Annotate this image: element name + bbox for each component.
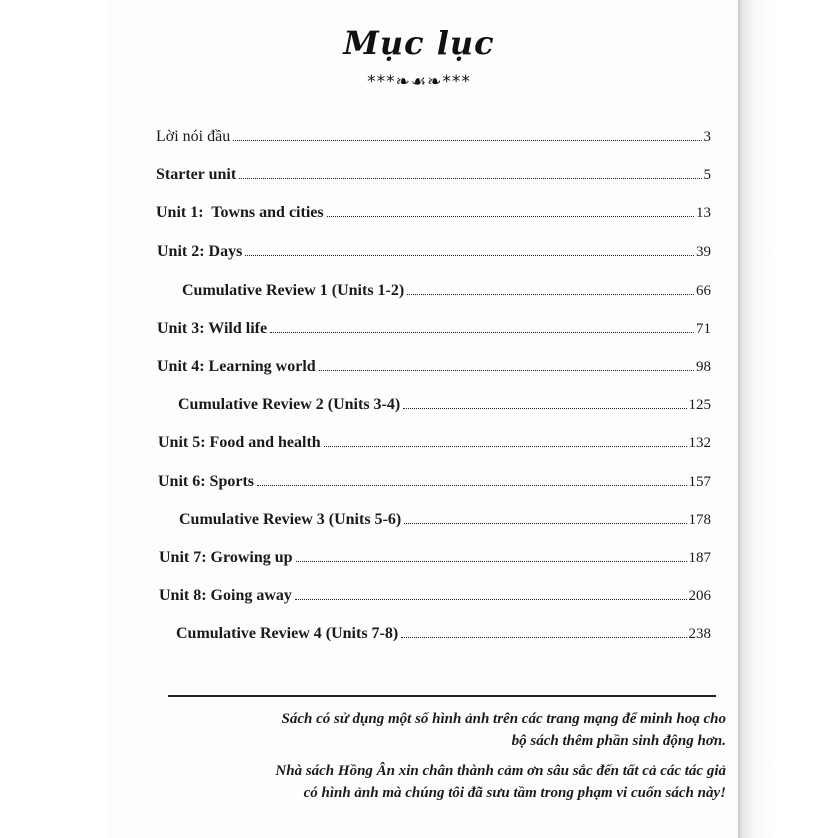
dot-leader (401, 637, 686, 638)
toc-entry-page: 187 (688, 550, 711, 566)
toc-entry[interactable] (157, 316, 711, 338)
toc-entry-page: 125 (688, 397, 711, 413)
toc-entry-label: Unit 3: Wild life (157, 320, 268, 337)
page-title: Mục lục (343, 24, 495, 62)
toc-entry-page: 178 (688, 512, 711, 528)
dot-leader (296, 561, 687, 562)
toc-entry[interactable] (156, 200, 711, 222)
ornament-flourish-icon: ❧☙❧ (395, 72, 443, 92)
toc-entry-page: 157 (688, 474, 711, 490)
toc-entry-page: 238 (688, 626, 711, 642)
toc-entry-label: Unit 1: Towns and cities (156, 204, 324, 221)
toc-entry[interactable] (158, 469, 711, 491)
toc-entry-label: Cumulative Review 2 (Units 3-4) (178, 396, 401, 413)
dot-leader (404, 523, 686, 524)
toc-entry-page: 5 (703, 167, 711, 183)
toc-entry-label: Starter unit (156, 166, 237, 183)
dot-leader (233, 140, 701, 141)
dot-leader (407, 294, 694, 295)
toc-entry[interactable] (156, 162, 711, 184)
toc-entry-label: Unit 5: Food and health (158, 434, 321, 451)
dot-leader (295, 599, 687, 600)
toc-entry-page: 98 (696, 359, 711, 375)
toc-entry-label: Cumulative Review 1 (Units 1-2) (182, 282, 405, 299)
acknowledgement-line: bộ sách thêm phần sinh động hơn. (511, 733, 726, 749)
toc-entry-label: Unit 6: Sports (158, 473, 255, 490)
toc-entry[interactable] (157, 354, 711, 376)
dot-leader (270, 332, 694, 333)
toc-entry[interactable] (157, 239, 711, 261)
toc-entry-page: 206 (688, 588, 711, 604)
dot-leader (403, 408, 686, 409)
dot-leader (327, 216, 694, 217)
toc-entry-page: 13 (696, 205, 711, 221)
toc-entry-label: Unit 7: Growing up (159, 549, 293, 566)
toc-entry-page: 71 (696, 321, 711, 337)
acknowledgement-line: Nhà sách Hồng Ân xin chân thành cảm ơn sâu sắc đến tất cả các tác giả (275, 763, 726, 779)
dot-leader (257, 485, 686, 486)
toc-entry-label: Unit 4: Learning world (157, 358, 316, 375)
page-edge-shadow (738, 0, 838, 838)
footnote-divider (168, 695, 716, 697)
toc-entry[interactable] (178, 392, 711, 414)
toc-entry-label: Cumulative Review 4 (Units 7-8) (176, 625, 399, 642)
toc-entry[interactable] (158, 430, 711, 452)
dot-leader (324, 446, 687, 447)
toc-entry-label: Unit 2: Days (157, 243, 243, 260)
dot-leader (245, 255, 694, 256)
acknowledgement-line: Sách có sử dụng một số hình ảnh trên các trang mạng để minh hoạ cho (281, 711, 726, 727)
toc-entry[interactable] (156, 124, 711, 146)
toc-entry-label: Lời nói đầu (156, 128, 231, 145)
toc-entry-label: Unit 8: Going away (159, 587, 292, 604)
toc-entry-page: 132 (688, 435, 711, 451)
title-ornament: ***❧☙❧*** (367, 72, 471, 92)
toc-entry[interactable] (159, 583, 711, 605)
toc-entry-label: Cumulative Review 3 (Units 5-6) (179, 511, 402, 528)
toc-entry-page: 66 (696, 283, 711, 299)
toc-entry[interactable] (179, 507, 711, 529)
dot-leader (239, 178, 701, 179)
toc-entry-page: 39 (696, 244, 711, 260)
acknowledgement-line: có hình ảnh mà chúng tôi đã sưu tầm trong phạm vi cuốn sách này! (303, 785, 726, 801)
toc-entry-page: 3 (703, 129, 711, 145)
toc-entry[interactable] (176, 621, 711, 643)
toc-entry[interactable] (182, 278, 711, 300)
toc-entry[interactable] (159, 545, 711, 567)
dot-leader (319, 370, 694, 371)
